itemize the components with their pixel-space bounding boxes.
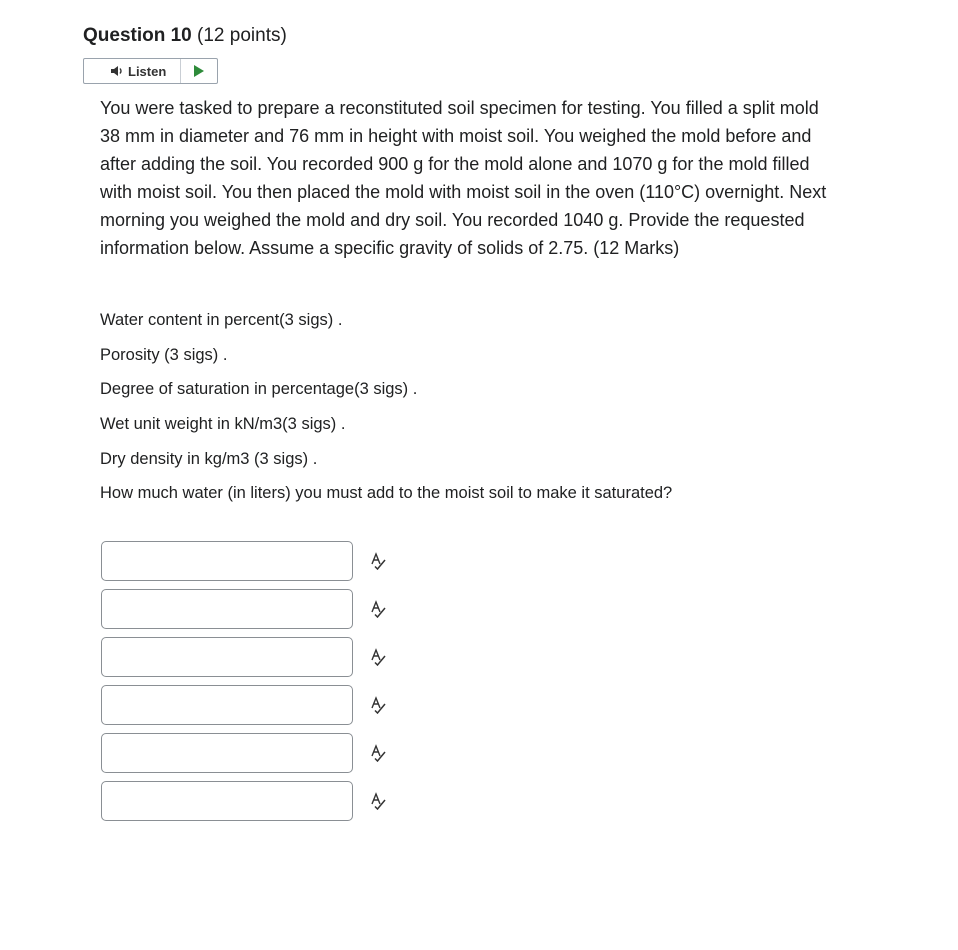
answer-input-5[interactable] xyxy=(101,733,353,773)
sub-question-water-to-add: How much water (in liters) you must add to the moist soil to make it saturated? xyxy=(100,484,673,503)
question-header xyxy=(83,24,287,48)
spellcheck-icon[interactable] xyxy=(369,696,387,714)
question-body: You were tasked to prepare a reconstituted soil specimen for testing. You filled a split mold 38 mm in diameter and 76 mm in height with moist soil. You weighed the mold before and after adding the soil. You recorded 900 g for the mold alone and 1070 g for the mold filled with moist soil. You then placed the mold with moist soil in the oven (110°C) overnight. Next morning you weighed the mold and dry soil. You recorded 1040 g. Provide the requested information below. Assume a specific gravity of solids of 2.75. (12 Marks) xyxy=(100,98,827,258)
answer-row xyxy=(101,537,387,585)
answer-input-1[interactable] xyxy=(101,541,353,581)
answer-input-6[interactable] xyxy=(101,781,353,821)
answer-row xyxy=(101,585,387,633)
spellcheck-icon[interactable] xyxy=(369,792,387,810)
sub-question-wet-unit-weight: Wet unit weight in kN/m3(3 sigs) . xyxy=(100,415,346,434)
listen-label: Listen xyxy=(128,63,167,79)
spellcheck-icon[interactable] xyxy=(369,744,387,762)
play-icon xyxy=(193,65,205,77)
spellcheck-icon[interactable] xyxy=(369,600,387,618)
sub-question-porosity: Porosity (3 sigs) . xyxy=(100,345,228,364)
spellcheck-icon[interactable] xyxy=(369,552,387,570)
play-button[interactable] xyxy=(181,59,217,83)
spellcheck-icon[interactable] xyxy=(369,648,387,666)
sub-question-water-content: Water content in percent(3 sigs) . xyxy=(100,311,343,329)
question-points: (12 points) xyxy=(197,25,287,46)
speaker-icon xyxy=(110,65,124,77)
answer-row xyxy=(101,633,387,681)
sub-question-degree-of-saturation: Degree of saturation in percentage(3 sigs) . xyxy=(100,380,418,399)
sub-question-list xyxy=(100,307,860,515)
listen-button[interactable] xyxy=(84,59,181,83)
answer-row xyxy=(101,681,387,729)
answer-row xyxy=(101,777,387,825)
answer-input-4[interactable] xyxy=(101,685,353,725)
answer-input-2[interactable] xyxy=(101,589,353,629)
answer-row xyxy=(101,729,387,777)
question-title: Question 10 xyxy=(83,25,192,46)
answer-list xyxy=(101,537,387,825)
sub-question-dry-density: Dry density in kg/m3 (3 sigs) . xyxy=(100,449,318,468)
listen-widget xyxy=(83,58,218,84)
answer-input-3[interactable] xyxy=(101,637,353,677)
